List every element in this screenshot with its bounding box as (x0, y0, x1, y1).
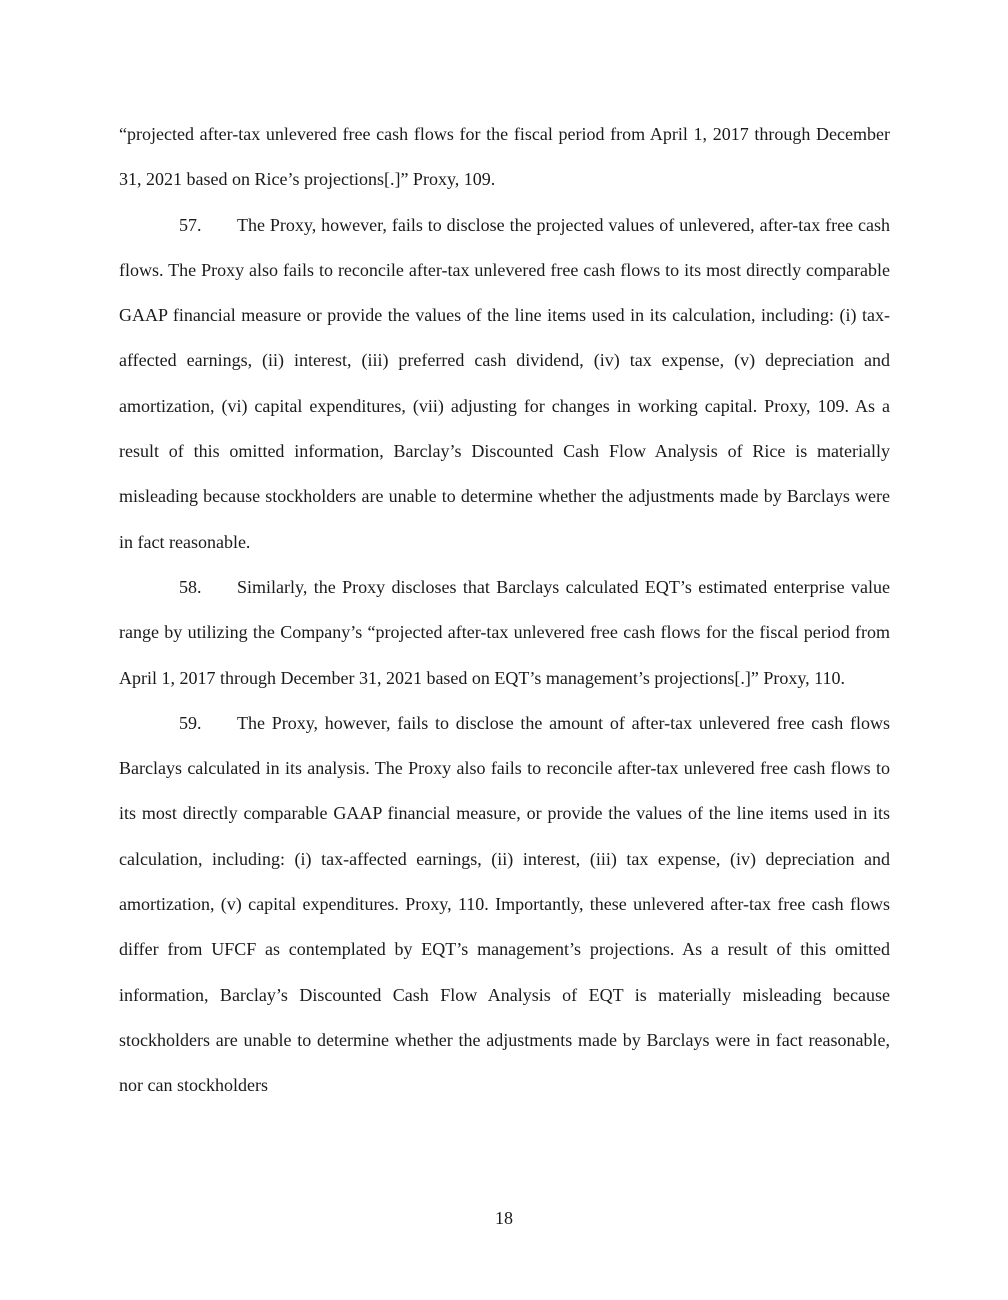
document-body (119, 112, 890, 1109)
page-number: 18 (495, 1208, 513, 1228)
paragraph-text: Similarly, the Proxy discloses that Barclays calculated EQT’s estimated enterprise value range by utilizing the Company’s “projected after-tax unlevered free cash flows for the fiscal period from April 1, 2017 through December 31, 2021 based on EQT’s management’s projections[.]” Proxy, 110. (119, 576, 890, 688)
paragraph-continuation (119, 112, 890, 203)
paragraph-text: “projected after-tax unlevered free cash flows for the fiscal period from April 1, 2017 through December 31, 2021 based on Rice’s projections[.]” Proxy, 109. (119, 124, 890, 190)
paragraph-number: 57. (179, 214, 202, 235)
paragraph-number: 59. (179, 712, 202, 733)
paragraph-text: The Proxy, however, fails to disclose the projected values of unlevered, after-tax free cash flows. The Proxy also fails to reconcile after-tax unlevered free cash flows to its most directly comparable GAAP financial measure or provide the values of the line items used in its calculation, including: (i) tax-affected earnings, (ii) interest, (iii) preferred cash dividend, (iv) tax expense, (v) depreciation and amortization, (vi) capital expenditures, (vii) adjusting for changes in working capital. Proxy, 109. As a result of this omitted information, Barclay’s Discounted Cash Flow Analysis of Rice is materially misleading because stockholders are unable to determine whether the adjustments made by Barclays were in fact reasonable. (119, 214, 890, 552)
paragraph-58 (119, 565, 890, 701)
paragraph-text: The Proxy, however, fails to disclose the amount of after-tax unlevered free cash flows Barclays calculated in its analysis. The Proxy also fails to reconcile after-tax unlevered free cash flows to its most directly comparable GAAP financial measure, or provide the values of the line items used in its calculation, including: (i) tax-affected earnings, (ii) interest, (iii) tax expense, (iv) depreciation and amortization, (v) capital expenditures. Proxy, 110. Importantly, these unlevered after-tax free cash flows differ from UFCF as contemplated by EQT’s management’s projections. As a result of this omitted information, Barclay’s Discounted Cash Flow Analysis of EQT is materially misleading because stockholders are unable to determine whether the adjustments made by Barclays were in fact reasonable, nor can stockholders (119, 712, 890, 1096)
paragraph-59 (119, 701, 890, 1109)
paragraph-57 (119, 203, 890, 565)
paragraph-number: 58. (179, 576, 202, 597)
